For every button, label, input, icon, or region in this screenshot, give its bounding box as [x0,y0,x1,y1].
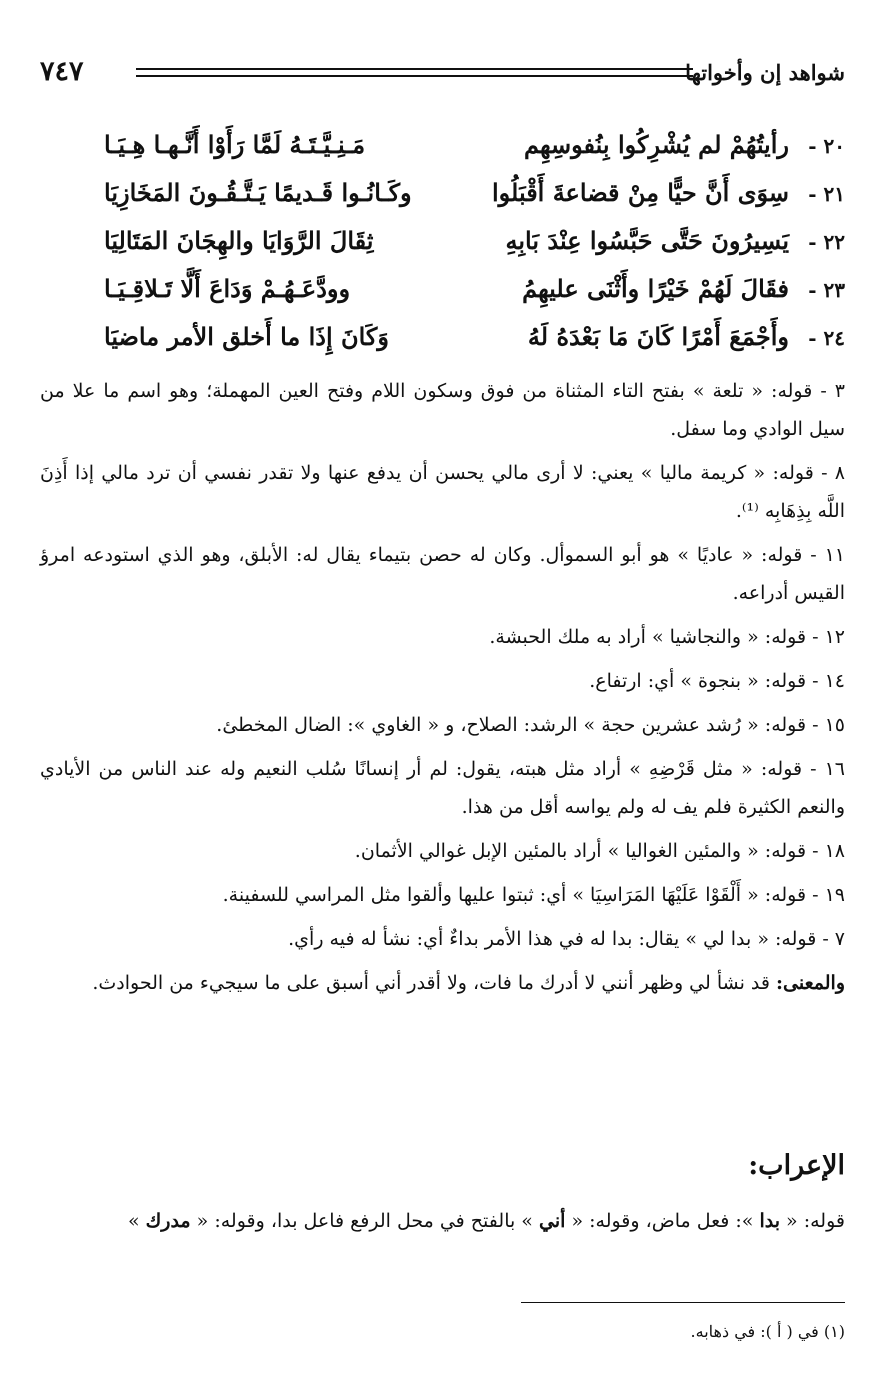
note-quote: « مثل قَرْضِهِ » [629,758,753,780]
footnote: (١) في ( أ ): في ذهابه. [690,1322,845,1341]
note-quote: « كريمة ماليا » [640,462,766,484]
note-text: يعني: لا أرى مالي يحسن أن يدفع عنها ولا تقدر نفسي أن ترد مالي إذا أَذِنَ اللَّه بِذِهَابِه ⁽¹⁾. [40,462,845,522]
verse-first-hemistich: وأَجْمَعَ أَمْرًا كَانَ مَا بَعْدَهُ لَهُ [527,322,789,351]
note-lead: ١٩ - قوله: [764,884,845,906]
i3rab-text: »: فعل ماض، وقوله: « [571,1210,754,1232]
note-quote: « بدا لي » [685,928,769,950]
section-heading: الإعراب: [748,1150,845,1181]
verse-number: ٢٣ - [808,278,845,302]
verse-second-hemistich: وودَّعَـهُـمْ وَدَاعَ أَلَّا تَـلاقِـيَـا [104,274,351,303]
verse-first-hemistich: رأيتُهُمْ لم يُشْرِكُوا بِنُفوسِهِم [524,130,789,159]
verse [40,128,845,176]
i3rab-paragraph [40,1202,845,1240]
verse [40,176,845,224]
note-paragraph [40,876,845,914]
note-lead: ١٨ - قوله: [764,840,845,862]
note-text: هو أبو السموأل. وكان له حصن بتيماء يقال له: الأبلق، وهو الذي استودعه امرؤ القيس أدراعه. [40,544,845,604]
verse [40,320,845,368]
commentary-notes [40,372,845,1008]
note-lead: ١٤ - قوله: [764,670,845,692]
i3rab-text: قوله: « [786,1210,845,1232]
note-lead: ١٥ - قوله: [764,714,845,736]
note-lead: ٨ - قوله: [772,462,846,484]
note-quote: « والمئين الغواليا » [607,840,759,862]
note-lead: ٣ - قوله: [771,380,845,402]
verse [40,224,845,272]
poem-verses [40,128,845,368]
chapter-title: شواهد إن وأخواتها [685,60,845,85]
note-paragraph [40,832,845,870]
note-paragraph [40,372,845,448]
i3rab-text: » بالفتح في محل الرفع فاعل بدا، وقوله: « [196,1210,533,1232]
verse-number: ٢٠ - [808,134,845,158]
verse-first-hemistich: فقَالَ لَهُمْ خَيْرًا وأَثْنَى عليهِمُ [522,274,789,303]
note-quote: « والنجاشيا » [651,626,759,648]
note-paragraph [40,662,845,700]
footnote-separator [521,1302,845,1303]
note-paragraph [40,454,845,530]
header-double-rule [136,68,693,77]
verse-first-hemistich: يَسِيرُونَ حَتَّى حَبَّسُوا عِنْدَ بَابِهِ [505,226,789,255]
verse-number: ٢٢ - [808,230,845,254]
verse-second-hemistich: مَـنِـيَّـتَـهُ لَمَّا رَأَوْا أَنَّـهـا هِـيَـا [104,130,366,159]
meaning-paragraph [40,964,845,1002]
note-text: الرشد: الصلاح، و « الغاوي »: الضال المخطئ. [216,714,578,736]
page-number: ٧٤٧ [40,56,84,87]
verse-number: ٢١ - [808,182,845,206]
note-lead: ٧ - قوله: [775,928,845,950]
note-text: يقال: بدا له في هذا الأمر بداءٌ أي: نشأ له فيه رأي. [288,928,680,950]
note-lead: ١١ - قوله: [761,544,845,566]
note-paragraph [40,536,845,612]
note-paragraph [40,920,845,958]
i3rab-word: أني [538,1210,566,1232]
meaning-text: قد نشأ لي وظهر أنني لا أدرك ما فات، ولا أقدر أني أسبق على ما سيجيء من الحوادث. [92,972,770,994]
verse [40,272,845,320]
verse-second-hemistich: ثِقَالَ الرَّوَايَا والهِجَانَ المَتَالِيَا [104,226,374,255]
i3rab-text: » [127,1210,140,1232]
note-lead: ١٢ - قوله: [764,626,845,648]
verse-second-hemistich: وكَـانُـوا قَـديمًا يَـتَّـقُـونَ المَخَازِيَا [104,178,412,207]
note-lead: ١٦ - قوله: [760,758,845,780]
i3rab-word: بدا [759,1210,780,1232]
note-paragraph [40,750,845,826]
i3rab-word: مدرك [145,1210,191,1232]
note-text: أراد بالمئين الإبل غوالي الأثمان. [354,840,602,862]
note-quote: « تلعة » [692,380,764,402]
note-paragraph [40,706,845,744]
note-quote: « أَلْقَوْا عَلَيْهَا المَرَاسِيَا » [572,884,759,906]
note-paragraph [40,618,845,656]
running-header [40,58,845,94]
note-text: بفتح التاء المثناة من فوق وسكون اللام وفتح العين المهملة؛ وهو اسم ما علا من سيل الوادي وما سفل. [40,380,845,440]
note-quote: « بنجوة » [680,670,759,692]
verse-number: ٢٤ - [808,326,845,350]
note-quote: « رُشد عشرين حجة » [583,714,759,736]
note-text: أراد به ملك الحبشة. [489,626,646,648]
note-text: أراد مثل هبته، يقول: لم أر إنسانًا سُلب النعيم وله عند الناس من الأيادي والنعم الكثيرة فلم يف له ولم يواسه أقل من هذا. [40,758,845,818]
note-text: أي: ثبتوا عليها وألقوا مثل المراسي للسفينة. [222,884,567,906]
verse-second-hemistich: وَكَانَ إِذَا ما أَخلق الأمر ماضيَا [104,322,389,351]
note-text: أي: ارتفاع. [589,670,675,692]
verse-first-hemistich: سِوَى أَنَّ حيًّا مِنْ قضاعةَ أَقْبَلُوا [491,178,789,207]
meaning-label: والمعنى: [776,972,845,994]
note-quote: « عاديًا » [677,544,754,566]
